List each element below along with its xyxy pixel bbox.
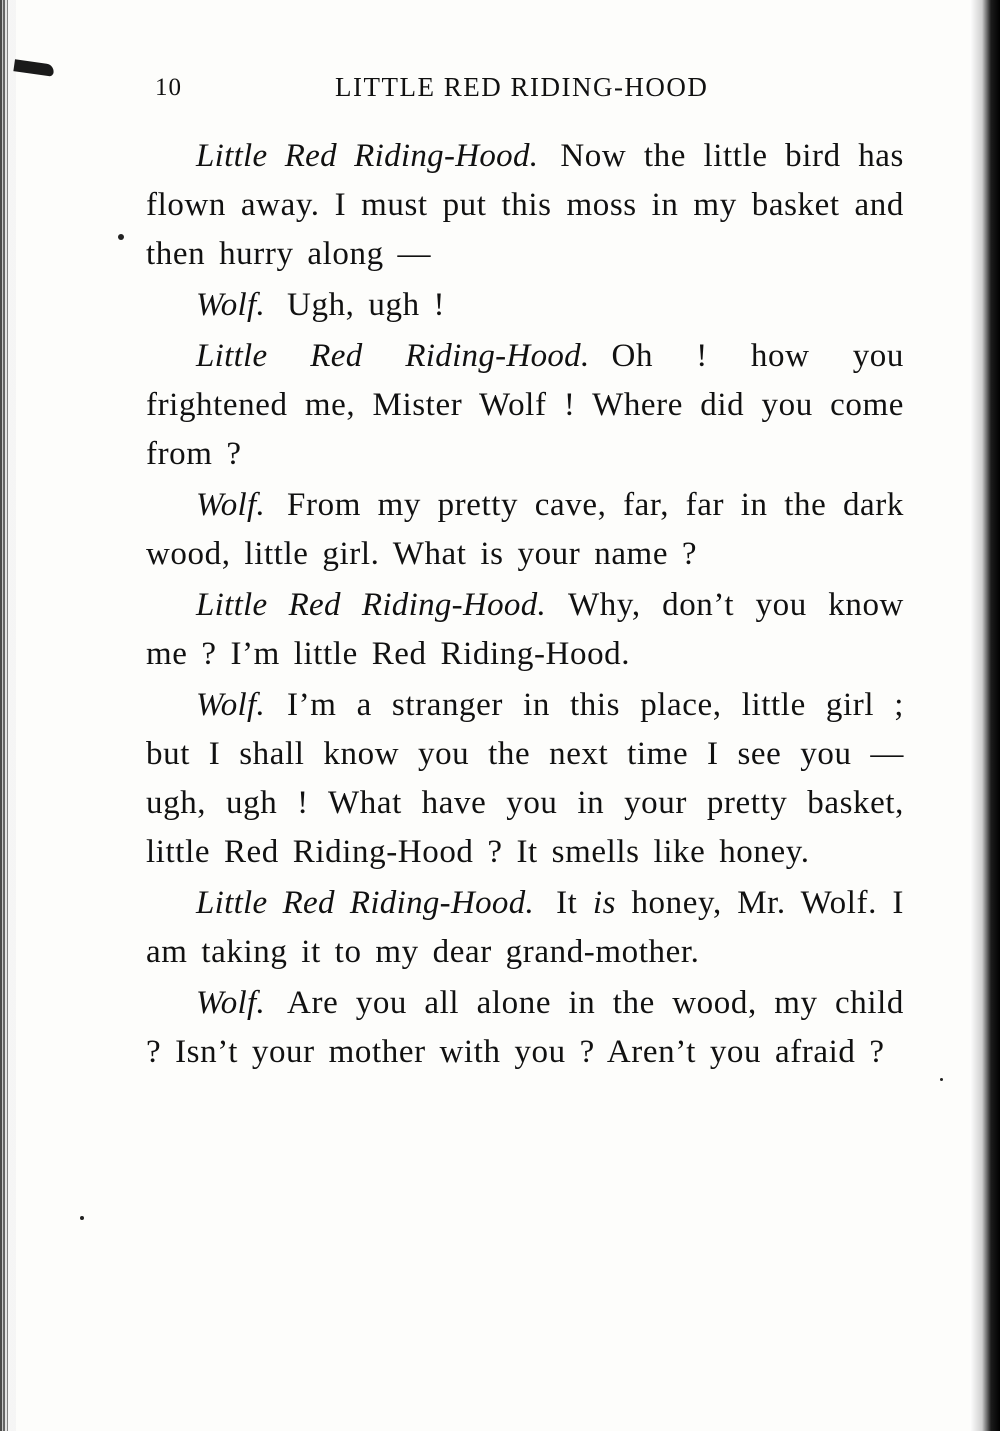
speech-text: honey, Mr. Wolf. I am taking it to my dear grand-mother.	[146, 885, 904, 970]
dialogue-paragraph	[146, 681, 904, 877]
emphasized-word: is	[592, 885, 617, 921]
ink-speck	[80, 1216, 84, 1220]
dialogue-paragraph	[146, 281, 904, 330]
speaker-name: Little Red Riding-Hood.	[196, 138, 539, 174]
speaker-name: Little Red Riding-Hood.	[196, 587, 547, 623]
dialogue-paragraph	[146, 132, 904, 279]
speech-text: I’m a stranger in this place, little girl ; but I shall know you the next time I see you — ugh, ugh ! What have you in your pretty basket, little Red Riding-Hood ? It smells like honey.	[146, 687, 904, 870]
speaker-name: Wolf.	[196, 487, 266, 523]
dialogue-paragraph	[146, 481, 904, 579]
dialogue-paragraph	[146, 332, 904, 479]
running-title: LITTLE RED RIDING-HOOD	[335, 72, 709, 102]
speech-text: From my pretty cave, far, far in the dark wood, little girl. What is your name ?	[146, 487, 904, 572]
speech-text: Now the little bird has flown away. I must put this moss in my basket and then hurry along —	[146, 138, 904, 272]
speaker-name: Wolf.	[196, 985, 266, 1021]
dialogue-text	[146, 132, 904, 1079]
dialogue-paragraph	[146, 581, 904, 679]
ink-speck	[940, 1078, 943, 1081]
running-header	[155, 70, 895, 110]
page-number: 10	[155, 74, 182, 101]
scanned-binding-edge	[0, 0, 16, 1431]
speech-text: Are you all alone in the wood, my child ? Isn’t your mother with you ? Aren’t you afraid ?	[146, 985, 904, 1070]
dialogue-paragraph	[146, 979, 904, 1077]
speech-text: It	[556, 885, 578, 921]
speech-text: Oh ! how you frightened me, Mister Wolf ! Where did you come from ?	[146, 338, 904, 472]
ink-speck	[118, 234, 124, 240]
speech-text: Why, don’t you know me ? I’m little Red Riding-Hood.	[146, 587, 904, 672]
speaker-name: Little Red Riding-Hood.	[196, 885, 535, 921]
speech-text: Ugh, ugh !	[287, 287, 446, 323]
binding-ink-mark	[13, 59, 54, 76]
speaker-name: Wolf.	[196, 687, 266, 723]
scanned-page-edge	[970, 0, 1000, 1431]
dialogue-paragraph	[146, 879, 904, 977]
speaker-name: Wolf.	[196, 287, 266, 323]
speaker-name: Little Red Riding-Hood.	[196, 338, 590, 374]
